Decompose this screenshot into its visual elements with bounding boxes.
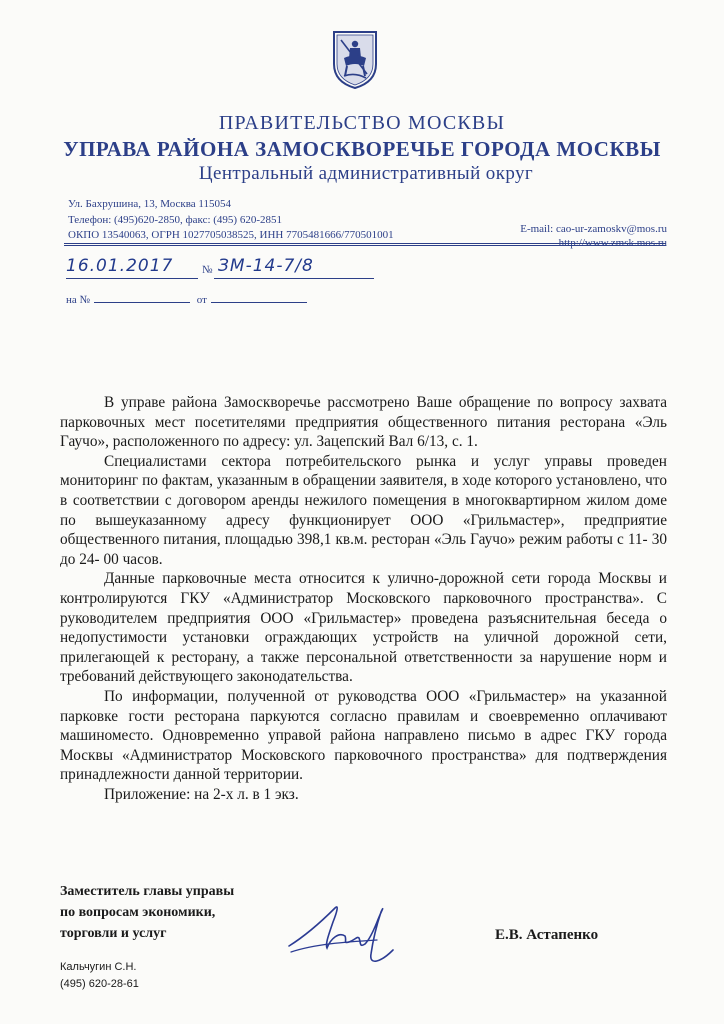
body-paragraph-4: По информации, полученной от руководства ООО «Грильмастер» на указанной парковке гости ресторана паркуются согласно правилам и своевременно оплачивают машиноместо. Одновременно управой района направлено письмо в адрес ГКУ города Москвы «Администратор Московского парковочного пространства» для подтверждения принадлежности данной территории. <box>60 687 667 784</box>
body-paragraph-3: Данные парковочные места относится к улично-дорожной сети города Москвы и контролируются ГКУ «Администратор Московского парковочного пространства». С руководителем предприятия ООО «Грильмастер» проведена разъяснительная беседа о недопустимости установки ограждающих устройств на уличной дорожной сети, прилегающей к ресторану, а также персональной ответственности за нарушение норм и требований действующего законодательства. <box>60 570 667 686</box>
executor-phone: (495) 620-28-61 <box>60 978 139 990</box>
ref-from-label: от <box>196 294 207 306</box>
body-paragraph-2: Специалистами сектора потребительского рынка и услуг управы проведен мониторинг по фактам, указанным в обращении заявителя, в ходе которого установлено, что в соответствии с договором аренды нежилого помещения в многоквартирном жилом доме по вышеуказанному адресу функционирует ООО «Грильмастер», предприятие общественного питания, площадью 398,1 кв.м. ресторан «Эль Гаучо» режим работы с 11- 30 до 24- 00 часов. <box>60 452 667 568</box>
phone-fax: Телефон: (495)620-2850, факс: (495) 620-2851 <box>68 214 283 226</box>
government-name: ПРАВИТЕЛЬСТВО МОСКВЫ <box>218 112 506 134</box>
website-url: http://www.zmsk.mos.ru <box>558 237 667 249</box>
number-label: № <box>202 264 213 276</box>
date-underline <box>66 278 198 279</box>
ref-number-blank <box>94 302 190 303</box>
moscow-coat-of-arms-icon <box>330 28 380 90</box>
authority-name: УПРАВА РАЙОНА ЗАМОСКВОРЕЧЬЕ ГОРОДА МОСКВЫ <box>63 137 661 161</box>
email-address: E-mail: cao-ur-zamoskv@mos.ru <box>520 223 667 235</box>
number-underline <box>214 278 374 279</box>
outgoing-date: 16.01.2017 <box>66 256 174 276</box>
executor-name: Кальчугин С.Н. <box>60 961 137 973</box>
district-name: Центральный административный округ <box>198 163 534 184</box>
registry-codes: ОКПО 13540063, ОГРН 1027705038525, ИНН 7705481666/770501001 <box>68 229 394 241</box>
ref-date-blank <box>211 302 307 303</box>
outgoing-number: ЗМ-14-7/8 <box>218 256 314 276</box>
signatory-title-line-2: по вопросам экономики, <box>60 905 216 920</box>
outgoing-registration <box>66 256 386 286</box>
postal-address: Ул. Бахрушина, 13, Москва 115054 <box>68 198 231 210</box>
signatory-title-line-3: торговли и услуг <box>60 926 167 941</box>
executor-block <box>60 959 139 993</box>
header-divider <box>64 243 666 244</box>
signatory-title-line-1: Заместитель главы управы <box>60 884 235 899</box>
ref-number-label: на № <box>66 294 91 306</box>
signatory-title <box>60 881 234 944</box>
handwritten-signature <box>285 892 405 974</box>
attachment-note: Приложение: на 2-х л. в 1 экз. <box>104 785 299 803</box>
header-divider-secondary <box>64 245 666 246</box>
letter-body <box>60 393 667 804</box>
signatory-name: Е.В. Астапенко <box>495 927 599 943</box>
reference-line <box>66 294 311 306</box>
body-paragraph-1: В управе района Замоскворечье рассмотрено Ваше обращение по вопросу захвата парковочных мест посетителями предприятия общественного питания ресторана «Эль Гаучо», расположенного по адресу: ул. Зацепский Вал 6/13, с. 1. <box>60 394 667 451</box>
